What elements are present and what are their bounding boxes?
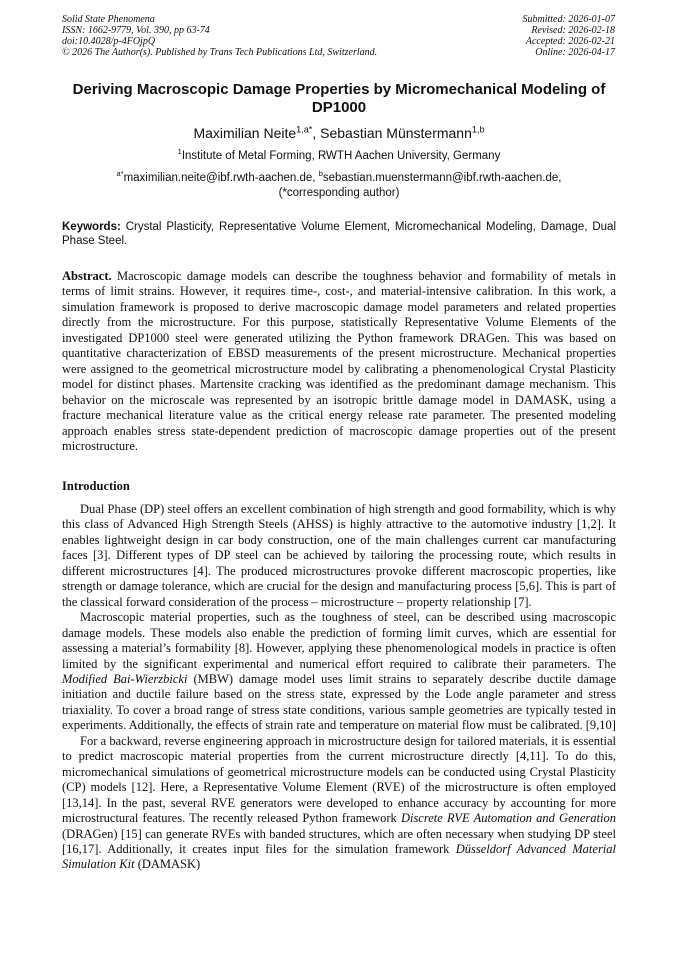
copyright-line: © 2026 The Author(s). Published by Trans Tech Publications Ltd, Switzerland. xyxy=(62,47,378,58)
journal-info xyxy=(62,14,377,58)
email-line xyxy=(62,171,616,186)
corresponding-author-note: (*corresponding author) xyxy=(278,187,400,199)
framework-name-emphasis: Düsseldorf Advanced Material Simulation Kit xyxy=(62,841,617,872)
paper-title: Deriving Macroscopic Damage Properties by Micromechanical Modeling of DP1000 xyxy=(72,81,606,116)
revised-date: Revised: 2026-02-18 xyxy=(531,25,615,36)
paragraph-text: Dual Phase (DP) steel offers an excellent combination of high strength and good formability, which is why this class of Advanced High Strength Steels (AHSS) is highly attractive to the automotive industry [1,2]. It enables lightweight design in car body construction, one of the main challenges current car manufacturing faces [3]. Different types of DP steel can be achieved by tailoring the processing route, which results in different microstructures [4]. The produced microstructures provoke different macroscopic properties, like strength or damage tolerance, which are crucial for the design and manufacturing process [5,6]. This is part of the classical forward consideration of the process – microstructure – property relationship [7]. xyxy=(62,502,616,609)
author-name: Maximilian Neite xyxy=(193,125,297,141)
author-list xyxy=(62,125,616,142)
paragraph xyxy=(62,610,616,734)
online-date: Online: 2026-04-17 xyxy=(535,47,615,58)
paragraph-text: (DAMASK) xyxy=(134,857,201,872)
paragraph xyxy=(62,502,616,610)
introduction-body xyxy=(62,502,616,873)
model-name-emphasis: Modified Bai-Wierzbicki xyxy=(62,671,188,686)
author-affiliation-marker: 1,b xyxy=(471,124,485,135)
paragraph-text: For a backward, reverse engineering approach in microstructure design for tailored materials, it is essential to predict macroscopic material properties from the current microstructure directly [4,11]. To do this, micromechanical simulations of geometrical microstructure models can be conducted using Crystal Plasticity (CP) models [12]. Here, a Representative Volume Element (RVE) of the microstructure is often employed [13,14]. In the past, several RVE generators were developed to enhance accuracy by accounting for more microstructural features. The recently released Python framework xyxy=(62,733,616,826)
email-link[interactable]: sebastian.muenstermann@ibf.rwth-aachen.de, xyxy=(322,172,562,184)
affiliation-marker: 1 xyxy=(177,147,182,157)
framework-name-emphasis: Discrete RVE Automation and Generation xyxy=(400,811,616,826)
author-affiliation-marker: 1,a* xyxy=(296,124,313,135)
email-link[interactable]: maximilian.neite@ibf.rwth-aachen.de, xyxy=(123,172,319,184)
author-name: Sebastian Münstermann xyxy=(320,125,472,141)
paragraph-text: (DRAGen) [15] can generate RVEs with banded structures, which are often necessary when studying DP steel [16,17]. Additionally, it creates input files for the simulation framework xyxy=(62,826,616,856)
accepted-date: Accepted: 2026-02-21 xyxy=(525,36,615,47)
author-separator: , xyxy=(312,125,321,141)
section-heading: Introduction xyxy=(62,479,130,493)
affiliation-text: Institute of Metal Forming, RWTH Aachen University, Germany xyxy=(181,150,501,162)
submitted-date: Submitted: 2026-01-07 xyxy=(522,14,615,25)
abstract-block xyxy=(62,269,616,454)
paragraph-text: Macroscopic material properties, such as the toughness of steel, can be described using macroscopic damage models. These models also enable the prediction of forming limit curves, which are essential for assessing a material’s formability [8]. However, applying these phenomenological models in practice is often limited by the significant experimental and numerical effort required to calibrate their parameters. The xyxy=(62,610,616,671)
keywords-block xyxy=(62,220,616,248)
publication-dates xyxy=(523,14,616,58)
issn-line: ISSN: 1662-9779, Vol. 390, pp 63-74 xyxy=(62,25,210,36)
affiliation xyxy=(62,149,616,163)
paragraph-text: (MBW) damage model uses limit strains to separately describe ductile damage initiation and ductile failure based on the stress state, expressed by the Lode angle parameter and stress triaxiality. To cover a broad range of stress state conditions, various sample geometries are typically tested in experiments. Additionally, the effects of strain rate and temperature on material flow must be calibrated. [9,10] xyxy=(62,671,616,733)
contact-emails xyxy=(62,171,616,201)
journal-name: Solid State Phenomena xyxy=(62,14,155,25)
email-marker: a* xyxy=(116,169,124,179)
email-marker: b xyxy=(318,169,323,179)
abstract-label: Abstract. xyxy=(62,269,112,283)
doi-link[interactable]: doi:10.4028/p-4FOjpQ xyxy=(62,36,156,47)
abstract-text: Macroscopic damage models can describe the toughness behavior and formability of metals in terms of limit strains. However, it requires time-, cost-, and material-intensive calibration. In this work, a simulation framework is proposed to derive macroscopic damage model parameters and related properties directly from the microstructure. For this purpose, statistically Representative Volume Elements of the investigated DP1000 steel were generated utilizing the Python framework DRAGen. This was based on quantitative characterization of EBSD measurements of the present microstructure. Mechanical properties were assigned to the geometrical microstructure model by calibrating a phenomenological Crystal Plasticity model for distinct phases. Martensite cracking was identified as the predominant damage mechanism. This behavior on the microscale was represented by an isotropic brittle damage model in DAMASK, using a fracture mechanical literature value as the critical energy release rate parameter. The presented modeling approach enables stress state-dependent prediction of macroscopic damage properties out of the present microstructure. xyxy=(62,269,616,453)
keywords-text: Crystal Plasticity, Representative Volume Element, Micromechanical Modeling, Damage, Dual Phase Steel. xyxy=(62,221,616,247)
keywords-label: Keywords: xyxy=(62,221,121,233)
journal-header xyxy=(62,14,615,58)
paragraph xyxy=(62,734,616,873)
